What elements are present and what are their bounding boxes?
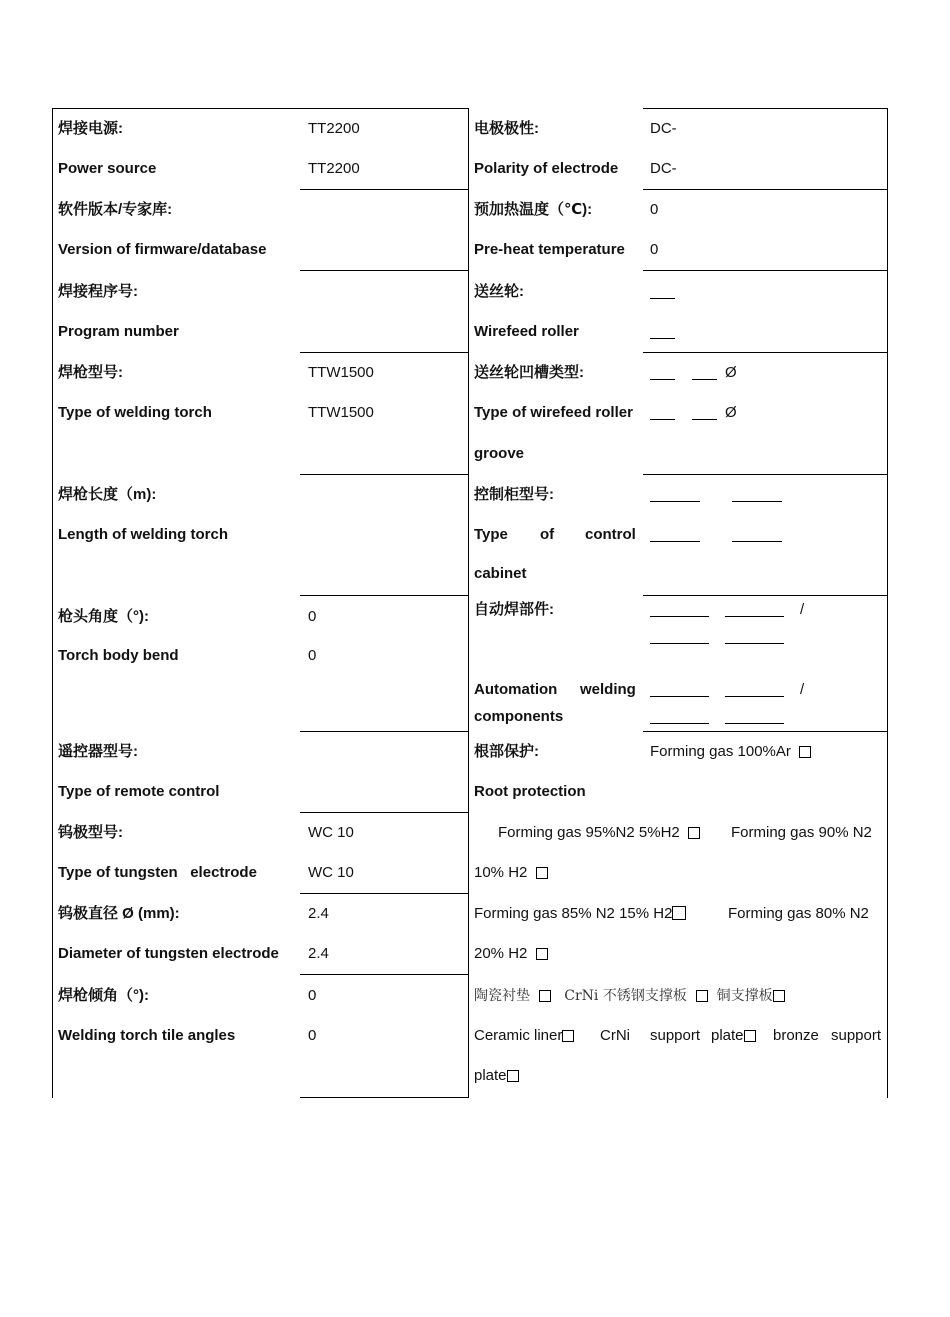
crni-label-1: CrNi xyxy=(600,1027,630,1044)
automation-label-zh: 自动焊部件: xyxy=(474,601,554,618)
forming-gas-100ar-checkbox[interactable] xyxy=(799,746,811,758)
divider xyxy=(643,731,888,732)
wirefeed-roller-label-en: Wirefeed roller xyxy=(474,323,579,340)
control-cabinet-label-zh: 控制柜型号: xyxy=(474,486,554,503)
divider xyxy=(643,352,888,353)
wirefeed-roller-blank-1 xyxy=(650,283,675,301)
wirefeed-roller-label-zh: 送丝轮: xyxy=(474,283,524,300)
divider xyxy=(643,595,888,596)
automation-blanks-4 xyxy=(650,708,784,726)
tungsten-type-label-zh: 钨极型号: xyxy=(58,824,123,841)
torch-length-label-en: Length of welding torch xyxy=(58,526,228,543)
remote-label-en: Type of remote control xyxy=(58,783,220,800)
divider xyxy=(643,189,888,190)
tile-angles-value-zh: 0 xyxy=(308,987,317,1004)
crni-plate-checkbox-zh[interactable] xyxy=(696,990,708,1002)
divider xyxy=(300,595,469,596)
torch-type-label-zh: 焊枪型号: xyxy=(58,364,123,381)
diameter-symbol: Ø xyxy=(725,364,737,381)
tungsten-diameter-label-zh: 钨极直径 Ø (mm): xyxy=(58,905,180,922)
preheat-label-en: Pre-heat temperature xyxy=(474,241,625,258)
backing-options-zh xyxy=(474,987,785,1005)
polarity-label-zh: 电极极性: xyxy=(474,120,539,137)
forming-gas-80-checkbox[interactable] xyxy=(536,948,548,960)
control-cabinet-blanks-1 xyxy=(650,486,782,504)
forming-gas-90-label-cont: 10% H2 xyxy=(474,864,528,881)
slash: / xyxy=(800,681,805,698)
power-source-label-zh: 焊接电源: xyxy=(58,120,123,137)
automation-blanks-1 xyxy=(650,601,804,619)
bronze-plate-label-zh: 铜支撑板 xyxy=(716,988,773,1004)
automation-label-en-3: components xyxy=(474,708,564,725)
torch-bend-label-en: Torch body bend xyxy=(58,647,179,664)
polarity-value-en: DC- xyxy=(650,160,677,177)
divider xyxy=(300,812,469,813)
table-center-divider xyxy=(468,108,469,1098)
tungsten-type-value-en: WC 10 xyxy=(308,864,354,881)
forming-gas-90-option[interactable] xyxy=(474,864,548,882)
remote-label-zh: 遥控器型号: xyxy=(58,743,138,760)
torch-length-label-zh: 焊枪长度（m): xyxy=(58,486,157,503)
bronze-label-3: plate xyxy=(474,1067,507,1084)
tungsten-type-label-en: Type of tungsten electrode xyxy=(58,864,257,881)
bronze-label-1: bronze xyxy=(773,1027,819,1044)
torch-type-value-en: TTW1500 xyxy=(308,404,374,421)
control-cabinet-label-en-1: Type xyxy=(474,526,508,543)
divider xyxy=(300,731,469,732)
bronze-plate-checkbox-zh[interactable] xyxy=(773,990,785,1002)
preheat-label-zh: 预加热温度（℃): xyxy=(474,201,593,218)
roller-groove-label-en-cont: groove xyxy=(474,445,525,462)
forming-gas-80-option[interactable] xyxy=(474,945,548,963)
automation-label-en-2: welding xyxy=(580,681,636,698)
polarity-label-en: Polarity of electrode xyxy=(474,160,619,177)
power-source-label-en: Power source xyxy=(58,160,157,177)
bronze-label-2: support xyxy=(831,1027,882,1044)
ceramic-liner-label-zh: 陶瓷衬垫 xyxy=(474,988,530,1004)
divider xyxy=(300,270,469,271)
torch-type-value-zh: TTW1500 xyxy=(308,364,374,381)
firmware-label-en: Version of firmware/database xyxy=(58,241,267,258)
tile-angles-label-zh: 焊枪倾角（°): xyxy=(58,987,149,1004)
automation-label-en-1: Automation xyxy=(474,681,558,698)
bronze-plate-checkbox[interactable] xyxy=(507,1070,519,1082)
ceramic-liner-option[interactable] xyxy=(474,1027,574,1045)
forming-gas-95-label: Forming gas 95%N2 5%H2 xyxy=(498,824,680,841)
table-right-border xyxy=(887,108,888,1098)
divider xyxy=(300,974,469,975)
automation-blanks-3 xyxy=(650,681,804,699)
forming-gas-100ar-label: Forming gas 100%Ar xyxy=(650,743,791,760)
torch-bend-value-zh: 0 xyxy=(308,608,317,625)
ceramic-liner-checkbox-zh[interactable] xyxy=(539,990,551,1002)
torch-type-label-en: Type of welding torch xyxy=(58,404,212,421)
forming-gas-85-checkbox[interactable] xyxy=(672,906,686,920)
wirefeed-roller-blank-2 xyxy=(650,323,675,341)
program-label-zh: 焊接程序号: xyxy=(58,283,138,300)
forming-gas-80-label-cont: 20% H2 xyxy=(474,945,528,962)
roller-groove-blanks-1 xyxy=(650,364,737,382)
divider xyxy=(643,474,888,475)
roller-groove-blanks-2 xyxy=(650,404,737,422)
forming-gas-80-label: Forming gas 80% N2 xyxy=(728,905,869,922)
ceramic-liner-label: Ceramic liner xyxy=(474,1027,563,1044)
root-protection-label-en: Root protection xyxy=(474,783,586,800)
crni-label-2: support xyxy=(650,1027,701,1044)
preheat-value-zh: 0 xyxy=(650,201,659,218)
diameter-symbol: Ø xyxy=(725,404,737,421)
slash: / xyxy=(800,601,805,618)
forming-gas-95-option[interactable] xyxy=(498,824,700,842)
crni-label-3: plate xyxy=(711,1027,744,1044)
divider xyxy=(300,189,469,190)
ceramic-liner-checkbox[interactable] xyxy=(562,1030,574,1042)
divider xyxy=(300,352,469,353)
root-protection-label-zh: 根部保护: xyxy=(474,743,539,760)
torch-bend-value-en: 0 xyxy=(308,647,317,664)
roller-groove-label-en: Type of wirefeed roller xyxy=(474,404,633,421)
table-top-border-left xyxy=(52,108,469,109)
forming-gas-95-checkbox[interactable] xyxy=(688,827,700,839)
control-cabinet-label-en-2: of xyxy=(540,526,555,543)
bronze-plate-option[interactable] xyxy=(474,1067,519,1085)
divider xyxy=(300,1097,469,1098)
forming-gas-90-label: Forming gas 90% N2 xyxy=(731,824,872,841)
polarity-value-zh: DC- xyxy=(650,120,677,137)
crni-plate-option[interactable] xyxy=(711,1027,756,1045)
power-source-value-zh: TT2200 xyxy=(308,120,360,137)
tile-angles-value-en: 0 xyxy=(308,1027,317,1044)
forming-gas-90-checkbox[interactable] xyxy=(536,867,548,879)
roller-groove-label-zh: 送丝轮凹槽类型: xyxy=(474,364,584,381)
tungsten-diameter-label-en: Diameter of tungsten electrode xyxy=(58,945,279,962)
power-source-value-en: TT2200 xyxy=(308,160,360,177)
tile-angles-label-en: Welding torch tile angles xyxy=(58,1027,236,1044)
automation-blanks-2 xyxy=(650,628,784,646)
tungsten-type-value-zh: WC 10 xyxy=(308,824,354,841)
divider xyxy=(300,474,469,475)
firmware-label-zh: 软件版本/专家库: xyxy=(58,201,173,218)
table-top-border-right xyxy=(643,108,888,109)
program-label-en: Program number xyxy=(58,323,179,340)
tungsten-diameter-value-en: 2.4 xyxy=(308,945,329,962)
control-cabinet-label-en-4: cabinet xyxy=(474,565,527,582)
crni-plate-label-zh: CrNi 不锈钢支撑板 xyxy=(564,988,687,1004)
tungsten-diameter-value-zh: 2.4 xyxy=(308,905,329,922)
crni-plate-checkbox[interactable] xyxy=(744,1030,756,1042)
table-left-border xyxy=(52,108,53,1098)
divider xyxy=(300,893,469,894)
forming-gas-85-label: Forming gas 85% N2 15% H2 xyxy=(474,905,673,922)
divider xyxy=(643,270,888,271)
forming-gas-100ar-option[interactable] xyxy=(650,743,811,761)
control-cabinet-blanks-2 xyxy=(650,526,782,544)
control-cabinet-label-en-3: control xyxy=(585,526,636,543)
forming-gas-85-option[interactable] xyxy=(474,905,686,923)
preheat-value-en: 0 xyxy=(650,241,659,258)
torch-bend-label-zh: 枪头角度（°): xyxy=(58,608,149,625)
